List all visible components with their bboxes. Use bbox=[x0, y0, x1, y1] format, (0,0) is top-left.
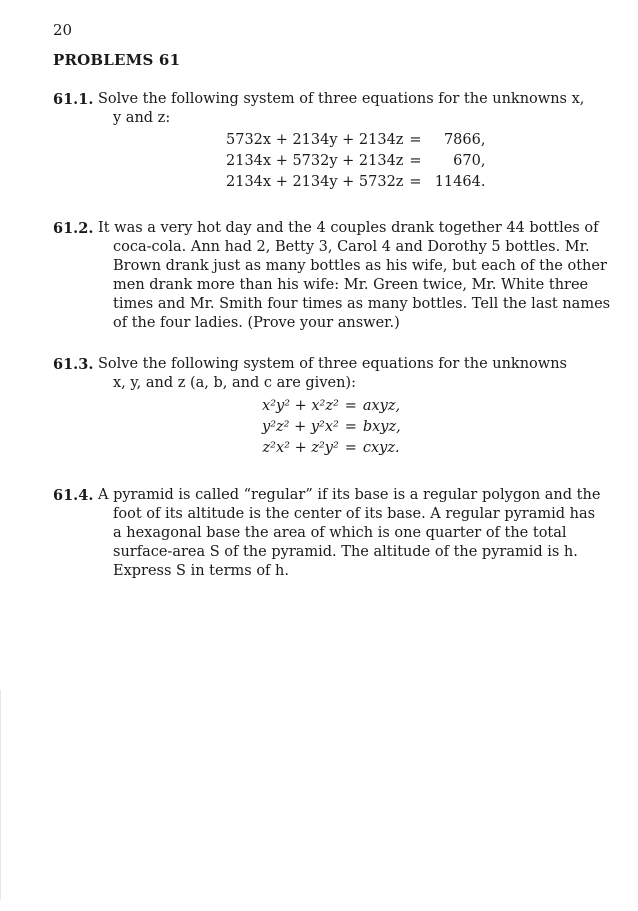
problem-text bbox=[53, 486, 601, 581]
page-number: 20 bbox=[53, 21, 73, 39]
problem-line: foot of its altitude is the center of its base. A regular pyramid has bbox=[113, 506, 596, 522]
equals-sign: = bbox=[344, 419, 357, 435]
problem-line: A pyramid is called “regular” if its base is a regular polygon and the bbox=[98, 487, 601, 503]
equation-rhs: axyz, bbox=[362, 398, 401, 414]
equation-system-61-1 bbox=[226, 130, 485, 193]
equation-lhs: 2134x + 2134y + 5732z bbox=[226, 174, 404, 190]
problem-61-1 bbox=[53, 90, 585, 128]
problem-61-3 bbox=[53, 355, 573, 393]
problem-line: Express S in terms of h. bbox=[113, 563, 289, 579]
problem-61-2 bbox=[53, 219, 611, 333]
section-heading: PROBLEMS 61 bbox=[53, 51, 181, 69]
problem-line: surface-area S of the pyramid. The altitude of the pyramid is h. bbox=[113, 544, 578, 560]
problem-line: men drank more than his wife: Mr. Green twice, Mr. White three bbox=[113, 277, 589, 293]
equals-sign: = bbox=[409, 174, 422, 190]
problem-text bbox=[53, 355, 573, 393]
equation-row bbox=[262, 396, 401, 417]
equation-rhs: bxyz, bbox=[362, 419, 401, 435]
problem-line: Solve the following system of three equations for the unknowns bbox=[98, 356, 567, 372]
problem-line: coca-cola. Ann had 2, Betty 3, Carol 4 and Dorothy 5 bottles. Mr. bbox=[113, 239, 590, 255]
problem-line: x, y, and z (a, b, and c are given): bbox=[113, 375, 356, 391]
equation-rhs: 11464. bbox=[434, 174, 486, 190]
equation-lhs: 5732x + 2134y + 2134z bbox=[226, 132, 404, 148]
equation-row bbox=[226, 172, 485, 193]
problem-61-4 bbox=[53, 486, 601, 581]
equation-rhs: 7866, bbox=[443, 132, 486, 148]
problem-text bbox=[53, 90, 585, 128]
problem-line: of the four ladies. (Prove your answer.) bbox=[113, 315, 400, 331]
equation-lhs: z²x² + z²y² bbox=[262, 440, 339, 456]
equation-row bbox=[262, 417, 401, 438]
equation-lhs: 2134x + 5732y + 2134z bbox=[226, 153, 404, 169]
problem-line: Brown drank just as many bottles as his wife, but each of the other bbox=[113, 258, 607, 274]
equation-row bbox=[226, 151, 485, 172]
equation-lhs: x²y² + x²z² bbox=[262, 398, 339, 414]
equation-row bbox=[226, 130, 485, 151]
equation-row bbox=[262, 438, 401, 459]
problem-line: times and Mr. Smith four times as many bottles. Tell the last names bbox=[113, 296, 611, 312]
problem-number: 61.3. bbox=[53, 356, 94, 373]
problem-number: 61.1. bbox=[53, 91, 94, 108]
problem-line: Solve the following system of three equations for the unknowns x, bbox=[98, 91, 585, 107]
problem-line: y and z: bbox=[113, 110, 171, 126]
equation-rhs: cxyz. bbox=[362, 440, 400, 456]
problem-number: 61.4. bbox=[53, 487, 94, 504]
problem-number: 61.2. bbox=[53, 220, 94, 237]
equals-sign: = bbox=[344, 440, 357, 456]
problem-line: It was a very hot day and the 4 couples drank together 44 bottles of bbox=[98, 220, 599, 236]
equals-sign: = bbox=[409, 132, 422, 148]
equation-rhs: 670, bbox=[453, 153, 486, 169]
problem-text bbox=[53, 219, 611, 333]
equals-sign: = bbox=[409, 153, 422, 169]
scan-edge-mark bbox=[0, 690, 1, 900]
equals-sign: = bbox=[344, 398, 357, 414]
problem-line: a hexagonal base the area of which is one quarter of the total bbox=[113, 525, 567, 541]
equation-lhs: y²z² + y²x² bbox=[262, 419, 339, 435]
equation-system-61-3 bbox=[262, 396, 401, 459]
